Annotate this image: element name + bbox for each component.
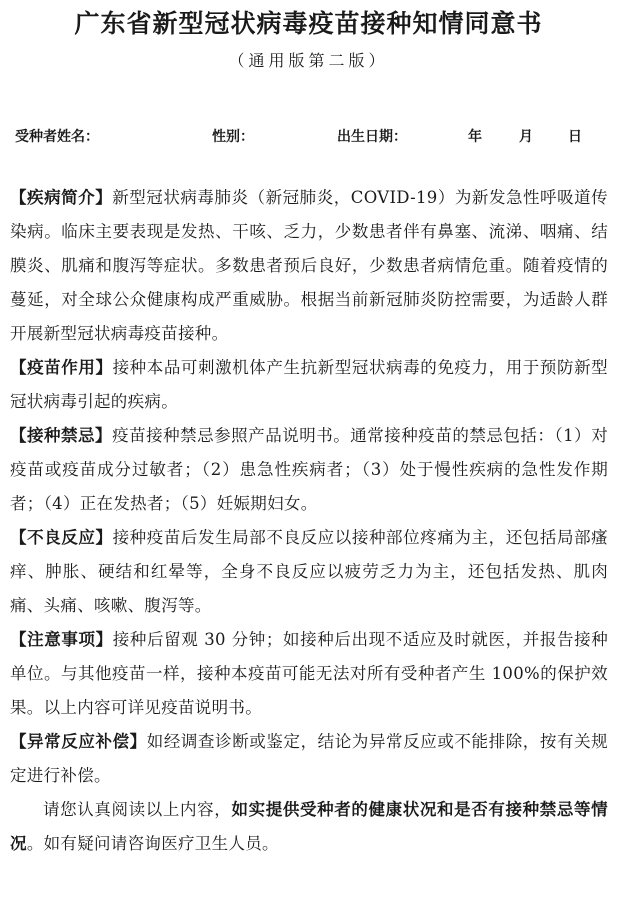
section-precautions <box>10 623 608 725</box>
section-contraindications <box>10 419 608 521</box>
section-text: 接种疫苗后发生局部不良反应以接种部位疼痛为主，还包括局部瘙痒、肿胀、硬结和红晕等，全身不良反应以疲劳乏力为主，还包括发热、肌肉痛、头痛、咳嗽、腹泻等。 <box>10 528 608 615</box>
document-subtitle: （通用版第二版） <box>228 51 389 70</box>
section-heading: 【异常反应补偿】 <box>10 732 147 751</box>
birth-date-label: 出生日期： <box>337 129 407 145</box>
gender-label: 性别： <box>212 129 254 145</box>
day-label: 日 <box>568 129 582 145</box>
section-text: 接种本品可刺激机体产生抗新型冠状病毒的免疫力，用于预防新型冠状病毒引起的疾病。 <box>10 358 608 411</box>
closing-paragraph <box>10 793 608 861</box>
section-heading: 【疾病简介】 <box>10 188 113 207</box>
closing-text-2: 。如有疑问请咨询医疗卫生人员。 <box>26 834 279 853</box>
year-label: 年 <box>468 129 482 145</box>
section-heading: 【不良反应】 <box>10 528 113 547</box>
month-label: 月 <box>519 129 533 145</box>
section-disease-intro <box>10 181 608 351</box>
section-text: 接种后留观 30 分钟；如接种后出现不适应及时就医，并报告接种单位。与其他疫苗一样，接种本疫苗可能无法对所有受种者产生 100%的保护效果。以上内容可详见疫苗说明书。 <box>10 630 608 717</box>
recipient-name-label: 受种者姓名： <box>15 129 99 145</box>
section-vaccine-effect <box>10 351 608 419</box>
document-title: 广东省新型冠状病毒疫苗接种知情同意书 <box>74 9 543 38</box>
section-adverse-reactions <box>10 521 608 623</box>
section-text: 新型冠状病毒肺炎（新冠肺炎，COVID-19）为新发急性呼吸道传染病。临床主要表现是发热、干咳、乏力，少数患者伴有鼻塞、流涕、咽痛、结膜炎、肌痛和腹泻等症状。多数患者预后良好，少数患者病情危重。随着疫情的蔓延，对全球公众健康构成严重威胁。根据当前新冠肺炎防控需要，为适龄人群开展新型冠状病毒疫苗接种。 <box>10 188 608 343</box>
document-body <box>10 181 608 861</box>
section-text: 如经调查诊断或鉴定，结论为异常反应或不能排除，按有关规定进行补偿。 <box>10 732 608 785</box>
section-text: 疫苗接种禁忌参照产品说明书。通常接种疫苗的禁忌包括：（1）对疫苗或疫苗成分过敏者；（2）患急性疾病者；（3）处于慢性疾病的急性发作期者；（4）正在发热者；（5）妊娠期妇女。 <box>10 426 608 513</box>
section-heading: 【疫苗作用】 <box>10 358 113 377</box>
closing-bold-text: 如实提供受种者的健康状况和是否有接种禁忌等情况 <box>10 800 608 853</box>
section-compensation <box>10 725 608 793</box>
section-heading: 【注意事项】 <box>10 630 113 649</box>
section-heading: 【接种禁忌】 <box>10 426 113 445</box>
closing-text-1: 请您认真阅读以上内容， <box>43 800 232 819</box>
